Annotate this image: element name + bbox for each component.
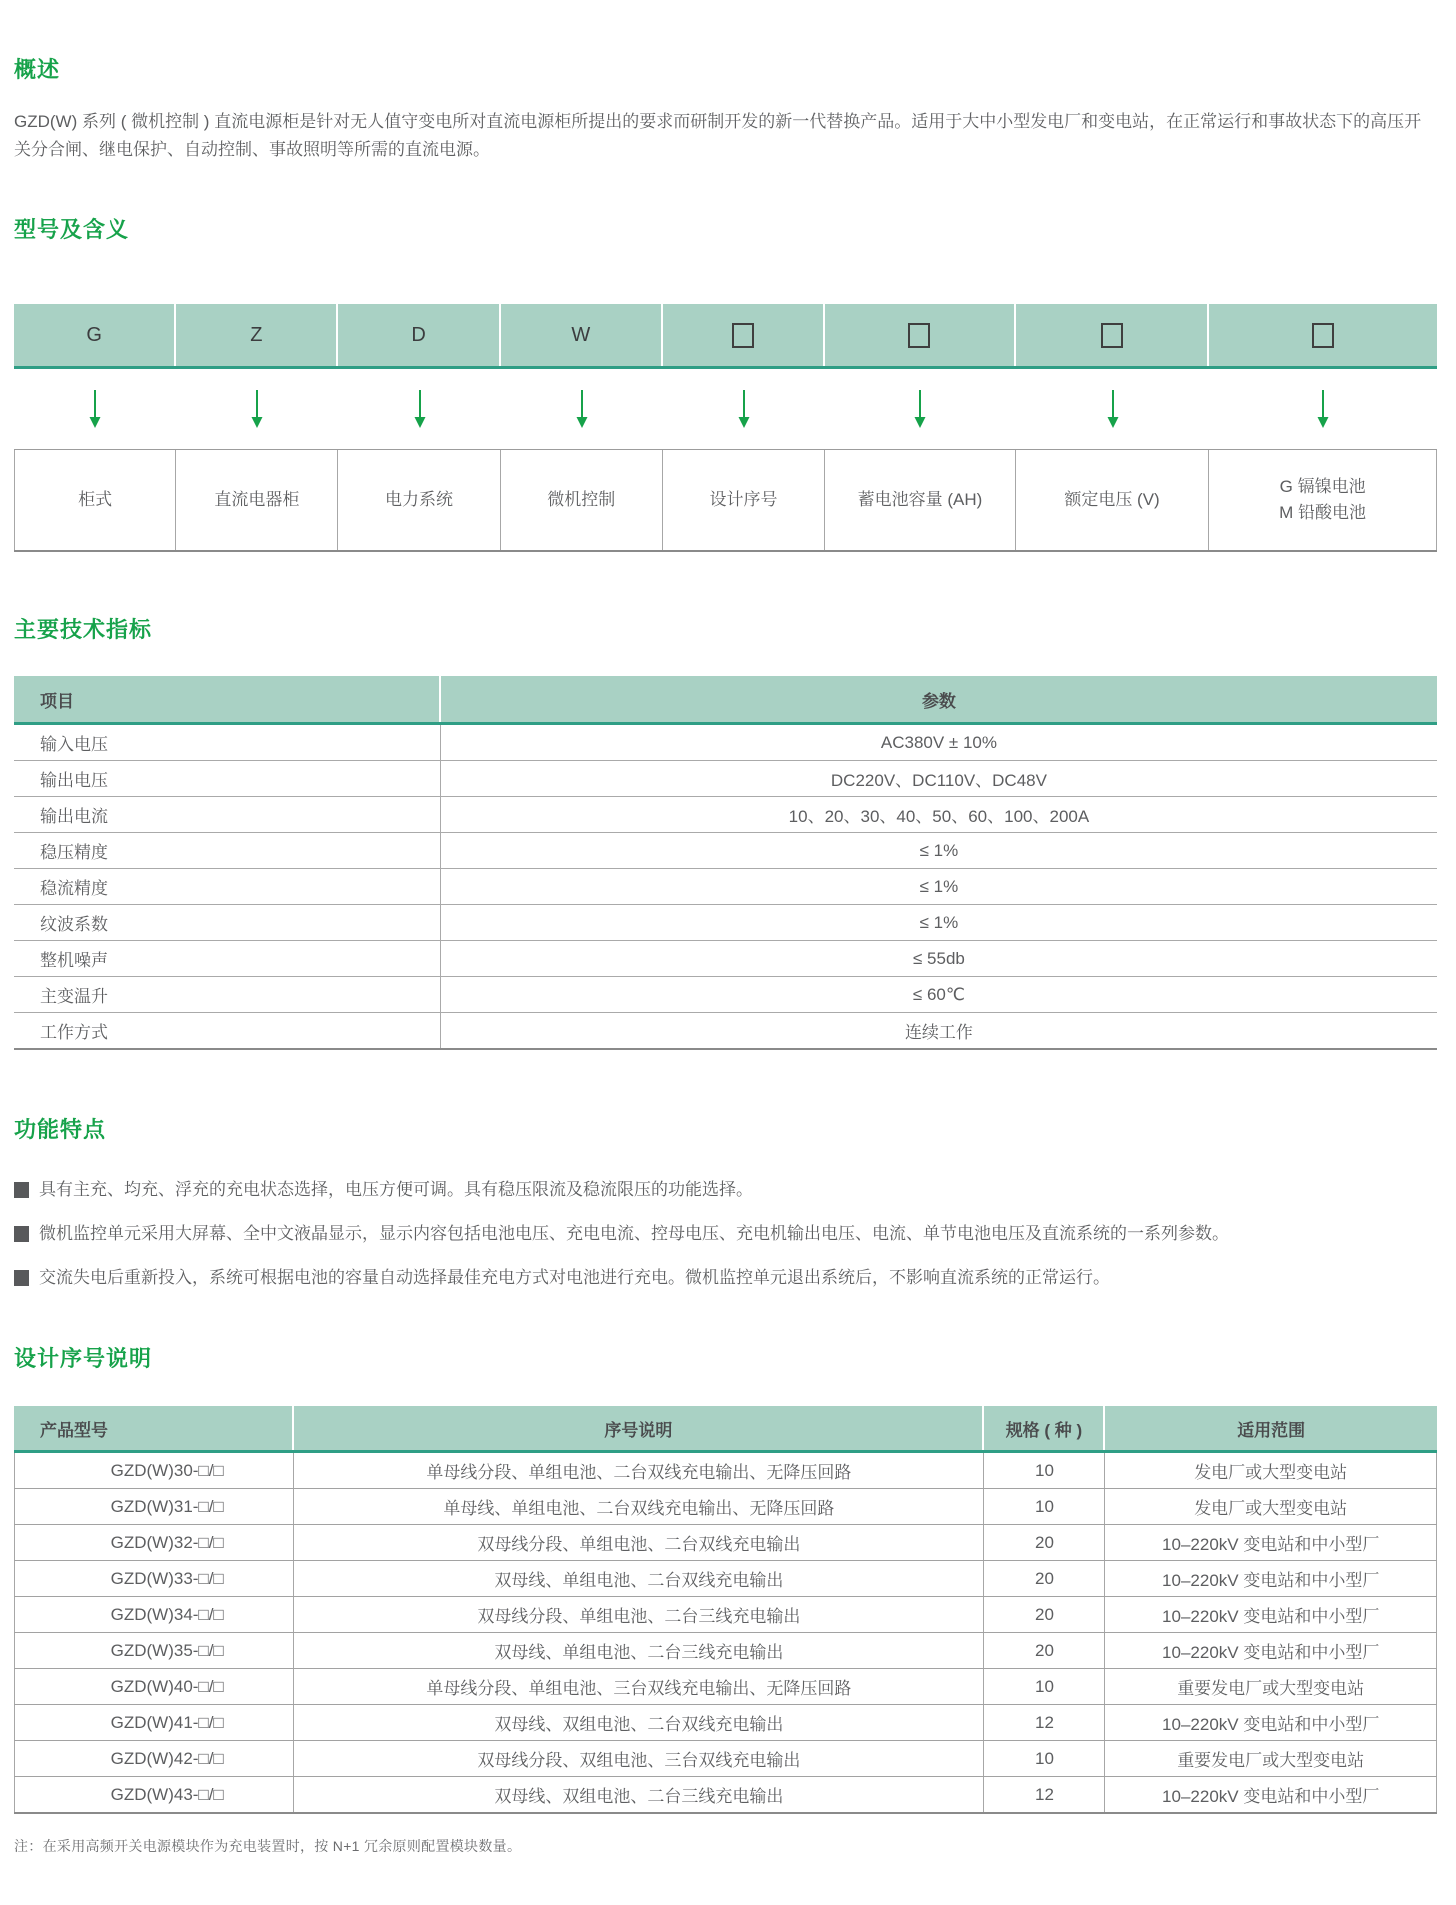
serial-description: 双母线、双组电池、二台三线充电输出 (294, 1777, 984, 1812)
table-row (14, 1013, 1437, 1050)
spec-value: ≤ 1% (919, 912, 959, 932)
model-number: GZD(W)35-□/□ (14, 1633, 294, 1668)
model-number: GZD(W)34-□/□ (14, 1597, 294, 1632)
model-code-cell (14, 304, 176, 366)
application-range: 10–220kV 变电站和中小型厂 (1105, 1561, 1437, 1596)
arrow-cell (1016, 369, 1210, 449)
spec-header-item: 项目 (14, 676, 441, 722)
table-row (14, 977, 1437, 1013)
spec-item: 输入电压 (14, 725, 441, 760)
model-number: GZD(W)42-□/□ (14, 1741, 294, 1776)
bullet-square-icon (14, 1270, 29, 1286)
model-code-letter: Z (250, 323, 263, 346)
application-range: 发电厂或大型变电站 (1105, 1453, 1437, 1488)
application-range: 重要发电厂或大型变电站 (1105, 1741, 1437, 1776)
model-code-cell (1209, 304, 1437, 366)
down-arrow-icon (575, 390, 589, 428)
application-range: 10–220kV 变电站和中小型厂 (1105, 1705, 1437, 1740)
placeholder-box-icon (1312, 323, 1334, 348)
feature-list (14, 1178, 1437, 1290)
placeholder-box-icon (732, 323, 754, 348)
overview-heading: 概述 (14, 57, 61, 82)
spec-count: 20 (984, 1561, 1105, 1596)
spec-value: 10、20、30、40、50、60、100、200A (788, 807, 1090, 826)
spec-item: 主变温升 (14, 977, 441, 1012)
spec-value: DC220V、DC110V、DC48V (830, 771, 1047, 790)
model-code-letter: W (571, 323, 591, 346)
model-code-cell (501, 304, 663, 366)
feature-text: 交流失电后重新投入，系统可根据电池的容量自动选择最佳充电方式对电池进行充电。微机监控单元退出系统后，不影响直流系统的正常运行。 (39, 1268, 1110, 1287)
model-meaning-cell: 微机控制 (501, 450, 663, 550)
spec-header-param: 参数 (441, 676, 1437, 722)
table-row (14, 725, 1437, 761)
spec-item: 输出电流 (14, 797, 441, 832)
model-section-heading: 型号及含义 (14, 217, 130, 242)
technical-spec-table (14, 676, 1437, 1050)
model-number: GZD(W)31-□/□ (14, 1489, 294, 1524)
spec-item: 稳压精度 (14, 833, 441, 868)
table-row (14, 1669, 1437, 1705)
table-row (14, 1777, 1437, 1814)
serial-description: 双母线分段、单组电池、二台双线充电输出 (294, 1525, 984, 1560)
design-header-model: 产品型号 (14, 1406, 294, 1450)
model-meaning-cell: 直流电器柜 (176, 450, 338, 550)
model-number: GZD(W)41-□/□ (14, 1705, 294, 1740)
spec-value: ≤ 55db (913, 948, 965, 968)
down-arrow-icon (737, 390, 751, 428)
design-serial-table (14, 1406, 1437, 1814)
spec-value: ≤ 1% (919, 840, 959, 860)
bullet-square-icon (14, 1182, 29, 1198)
arrow-cell (663, 369, 825, 449)
table-row (14, 1705, 1437, 1741)
serial-description: 双母线、双组电池、二台双线充电输出 (294, 1705, 984, 1740)
battery-meaning-line: M 铅酸电池 (1279, 503, 1367, 522)
model-code-letter: D (411, 323, 426, 346)
application-range: 10–220kV 变电站和中小型厂 (1105, 1633, 1437, 1668)
design-section-heading: 设计序号说明 (14, 1346, 153, 1371)
spec-item: 输出电压 (14, 761, 441, 796)
model-number: GZD(W)30-□/□ (14, 1453, 294, 1488)
down-arrow-icon (88, 390, 102, 428)
table-row (14, 761, 1437, 797)
serial-description: 双母线、单组电池、二台三线充电输出 (294, 1633, 984, 1668)
spec-count: 12 (984, 1705, 1105, 1740)
serial-description: 单母线分段、单组电池、二台双线充电输出、无降压回路 (294, 1453, 984, 1488)
table-row (14, 1489, 1437, 1525)
model-code-cell (1016, 304, 1210, 366)
serial-description: 双母线分段、单组电池、二台三线充电输出 (294, 1597, 984, 1632)
model-meaning-cell-battery (1209, 450, 1437, 550)
product-datasheet-page (0, 56, 1456, 1856)
model-code-cell (663, 304, 825, 366)
down-arrow-icon (1106, 390, 1120, 428)
design-header-row (14, 1406, 1437, 1453)
spec-value: ≤ 1% (919, 876, 959, 896)
spec-item: 工作方式 (14, 1013, 441, 1048)
table-row (14, 1453, 1437, 1489)
model-number: GZD(W)40-□/□ (14, 1669, 294, 1704)
spec-value: 连续工作 (904, 1023, 973, 1042)
serial-description: 双母线分段、双组电池、三台双线充电输出 (294, 1741, 984, 1776)
serial-description: 单母线分段、单组电池、三台双线充电输出、无降压回路 (294, 1669, 984, 1704)
design-header-range: 适用范围 (1105, 1406, 1437, 1450)
table-row (14, 833, 1437, 869)
spec-value: ≤ 60℃ (912, 984, 965, 1004)
design-header-desc: 序号说明 (294, 1406, 984, 1450)
serial-description: 双母线、单组电池、二台双线充电输出 (294, 1561, 984, 1596)
model-meaning-cell: 柜式 (14, 450, 176, 550)
model-meaning-cell: 额定电压 (V) (1016, 450, 1210, 550)
features-section-heading: 功能特点 (14, 1117, 107, 1142)
feature-text: 具有主充、均充、浮充的充电状态选择，电压方便可调。具有稳压限流及稳流限压的功能选择。 (39, 1180, 753, 1199)
footnote: 注：在采用高频开关电源模块作为充电装置时，按 N+1 冗余原则配置模块数量。 (14, 1838, 522, 1854)
arrow-cell (14, 369, 176, 449)
down-arrow-icon (250, 390, 264, 428)
table-row (14, 1561, 1437, 1597)
application-range: 重要发电厂或大型变电站 (1105, 1669, 1437, 1704)
model-code-cell (825, 304, 1016, 366)
feature-text: 微机监控单元采用大屏幕、全中文液晶显示，显示内容包括电池电压、充电电流、控母电压、充电机输出电压、电流、单节电池电压及直流系统的一系列参数。 (39, 1224, 1229, 1243)
down-arrow-icon (913, 390, 927, 428)
model-meaning-row (14, 449, 1437, 552)
arrow-cell (176, 369, 338, 449)
model-code-row (14, 304, 1437, 369)
overview-paragraph: GZD(W) 系列 ( 微机控制 ) 直流电源柜是针对无人值守变电所对直流电源柜所提出的要求而研制开发的新一代替换产品。适用于大中小型发电厂和变电站，在正常运行和事故状态下的高压开关分合闸、继电保护、自动控制、事故照明等所需的直流电源。 (14, 112, 1422, 159)
serial-description: 单母线、单组电池、二台双线充电输出、无降压回路 (294, 1489, 984, 1524)
table-row (14, 1597, 1437, 1633)
spec-count: 20 (984, 1525, 1105, 1560)
spec-value: AC380V ± 10% (880, 732, 997, 752)
application-range: 10–220kV 变电站和中小型厂 (1105, 1597, 1437, 1632)
model-number: GZD(W)32-□/□ (14, 1525, 294, 1560)
down-arrow-icon (413, 390, 427, 428)
table-row (14, 1741, 1437, 1777)
arrow-cell (501, 369, 663, 449)
placeholder-box-icon (1101, 323, 1123, 348)
model-code-cell (338, 304, 500, 366)
model-meaning-cell: 设计序号 (663, 450, 825, 550)
spec-item: 稳流精度 (14, 869, 441, 904)
arrow-row (14, 369, 1437, 449)
arrow-cell (825, 369, 1016, 449)
list-item (14, 1178, 1437, 1202)
spec-count: 10 (984, 1453, 1105, 1488)
spec-item: 纹波系数 (14, 905, 441, 940)
table-row (14, 941, 1437, 977)
spec-item: 整机噪声 (14, 941, 441, 976)
model-meaning-cell: 电力系统 (338, 450, 500, 550)
spec-header-row (14, 676, 1437, 725)
table-row (14, 869, 1437, 905)
spec-count: 10 (984, 1741, 1105, 1776)
list-item (14, 1266, 1437, 1290)
application-range: 10–220kV 变电站和中小型厂 (1105, 1777, 1437, 1812)
model-number: GZD(W)33-□/□ (14, 1561, 294, 1596)
down-arrow-icon (1316, 390, 1330, 428)
spec-count: 10 (984, 1669, 1105, 1704)
arrow-cell (338, 369, 500, 449)
table-row (14, 1633, 1437, 1669)
list-item (14, 1222, 1437, 1246)
spec-count: 12 (984, 1777, 1105, 1812)
table-row (14, 797, 1437, 833)
battery-meaning-line: G 镉镍电池 (1279, 477, 1366, 496)
application-range: 10–220kV 变电站和中小型厂 (1105, 1525, 1437, 1560)
model-code-cell (176, 304, 338, 366)
bullet-square-icon (14, 1226, 29, 1242)
placeholder-box-icon (908, 323, 930, 348)
spec-count: 20 (984, 1597, 1105, 1632)
model-meaning-table (14, 304, 1437, 552)
spec-section-heading: 主要技术指标 (14, 617, 153, 642)
model-number: GZD(W)43-□/□ (14, 1777, 294, 1812)
spec-count: 10 (984, 1489, 1105, 1524)
model-meaning-cell: 蓄电池容量 (AH) (825, 450, 1016, 550)
model-code-letter: G (86, 323, 102, 346)
application-range: 发电厂或大型变电站 (1105, 1489, 1437, 1524)
spec-count: 20 (984, 1633, 1105, 1668)
design-header-spec: 规格 ( 种 ) (984, 1406, 1105, 1450)
table-row (14, 905, 1437, 941)
arrow-cell (1209, 369, 1437, 449)
table-row (14, 1525, 1437, 1561)
